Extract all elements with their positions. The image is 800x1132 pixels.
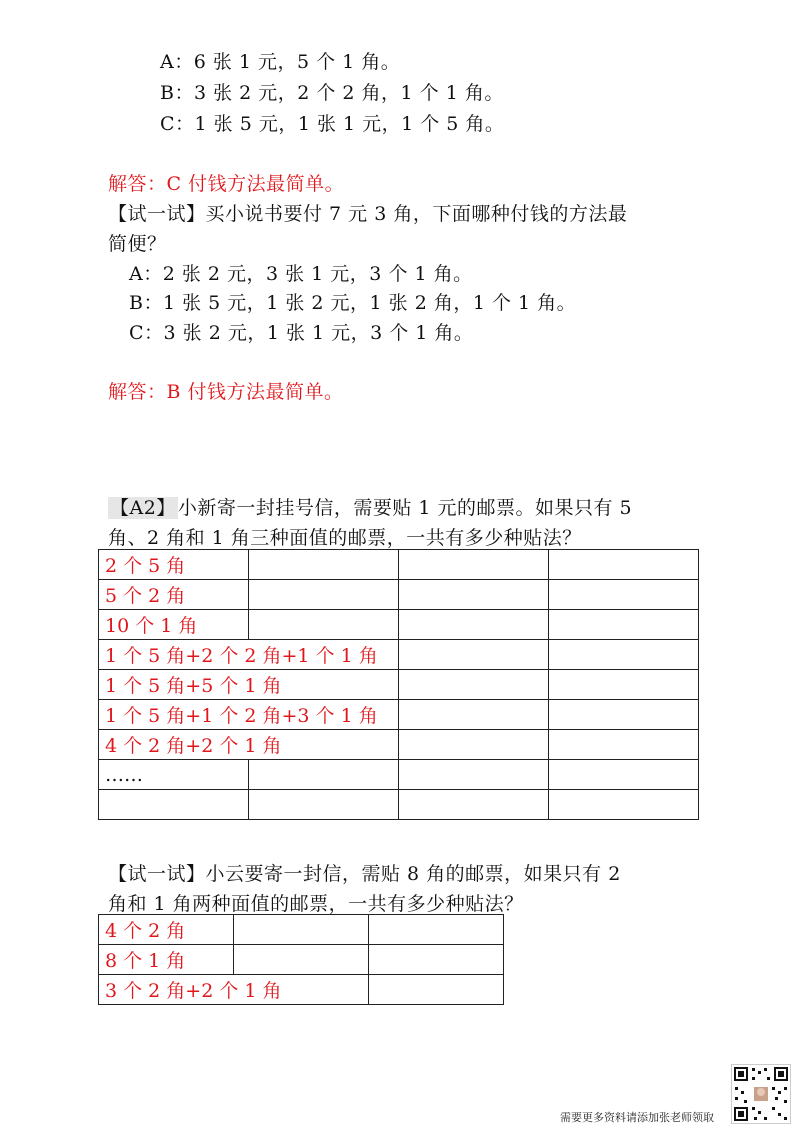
table-cell [549,580,699,610]
table-cell [549,790,699,820]
try1-question-line1: 【试一试】买小说书要付 7 元 3 角，下面哪种付钱的方法最 [108,203,628,225]
table-cell [549,550,699,580]
a2-table [98,549,699,820]
table-cell: 3 个 2 角+2 个 1 角 [99,975,369,1005]
table-cell: 1 个 5 角+5 个 1 角 [99,670,399,700]
table-row [99,975,504,1005]
a2-question-line1 [108,493,632,520]
qr-code-icon [731,1064,791,1124]
table-cell: 4 个 2 角+2 个 1 角 [99,730,399,760]
table-row [99,760,699,790]
table-cell: 8 个 1 角 [99,945,234,975]
table-row [99,790,699,820]
table-cell [399,790,549,820]
table-cell [249,610,399,640]
table-row [99,700,699,730]
table-cell [399,580,549,610]
option-b: B：3 张 2 元，2 个 2 角，1 个 1 角。 [160,82,504,104]
table-cell [549,670,699,700]
answer-2: 解答：B 付钱方法最简单。 [108,381,344,403]
table-row [99,550,699,580]
table-cell [549,640,699,670]
table-cell [249,580,399,610]
try1-option-a: A：2 张 2 元，3 张 1 元，3 个 1 角。 [129,263,473,285]
table-cell [99,790,249,820]
table-cell [249,550,399,580]
table-cell [399,760,549,790]
try1-option-b: B：1 张 5 元，1 张 2 元，1 张 2 角，1 个 1 角。 [129,292,577,314]
table-cell [399,610,549,640]
table-cell [249,790,399,820]
a2-question-line2: 角、2 角和 1 角三种面值的邮票，一共有多少种贴法？ [108,527,582,549]
table-cell [369,945,504,975]
table-row [99,580,699,610]
option-c: C：1 张 5 元，1 张 1 元，1 个 5 角。 [160,113,505,135]
table-cell: 1 个 5 角+2 个 2 角+1 个 1 角 [99,640,399,670]
table-cell [399,640,549,670]
table-cell [234,945,369,975]
table-cell [369,975,504,1005]
table-row [99,945,504,975]
table-cell [369,915,504,945]
try2-question-line2: 角和 1 角两种面值的邮票，一共有多少种贴法？ [108,893,524,915]
table-row [99,730,699,760]
table-row [99,640,699,670]
try2-question-line1: 【试一试】小云要寄一封信，需贴 8 角的邮票，如果只有 2 [108,863,621,885]
table-cell [549,760,699,790]
a2-tag: 【A2】 [110,497,176,519]
table-cell [399,550,549,580]
table-cell [399,670,549,700]
footer-note: 需要更多资料请添加张老师领取 [560,1111,714,1124]
table-row [99,915,504,945]
table-cell [399,730,549,760]
answer-1: 解答：C 付钱方法最简单。 [108,173,345,195]
table-row [99,670,699,700]
table-cell [549,730,699,760]
table-cell [399,700,549,730]
table-cell: 2 个 5 角 [99,550,249,580]
table-cell [249,760,399,790]
table-cell: 10 个 1 角 [99,610,249,640]
table-cell: 4 个 2 角 [99,915,234,945]
table-cell [234,915,369,945]
table-cell [549,700,699,730]
table-cell: …… [99,760,249,790]
try1-question-line2: 简便？ [108,233,167,255]
table-cell: 5 个 2 角 [99,580,249,610]
table-cell: 1 个 5 角+1 个 2 角+3 个 1 角 [99,700,399,730]
option-a: A：6 张 1 元，5 个 1 角。 [160,51,401,73]
try1-option-c: C：3 张 2 元，1 张 1 元，3 个 1 角。 [129,322,474,344]
table-row [99,610,699,640]
a2-question-text: 小新寄一封挂号信，需要贴 1 元的邮票。如果只有 5 [177,497,633,519]
table-cell [549,610,699,640]
try2-table [98,914,504,1005]
qr-code-graphic [732,1065,790,1123]
